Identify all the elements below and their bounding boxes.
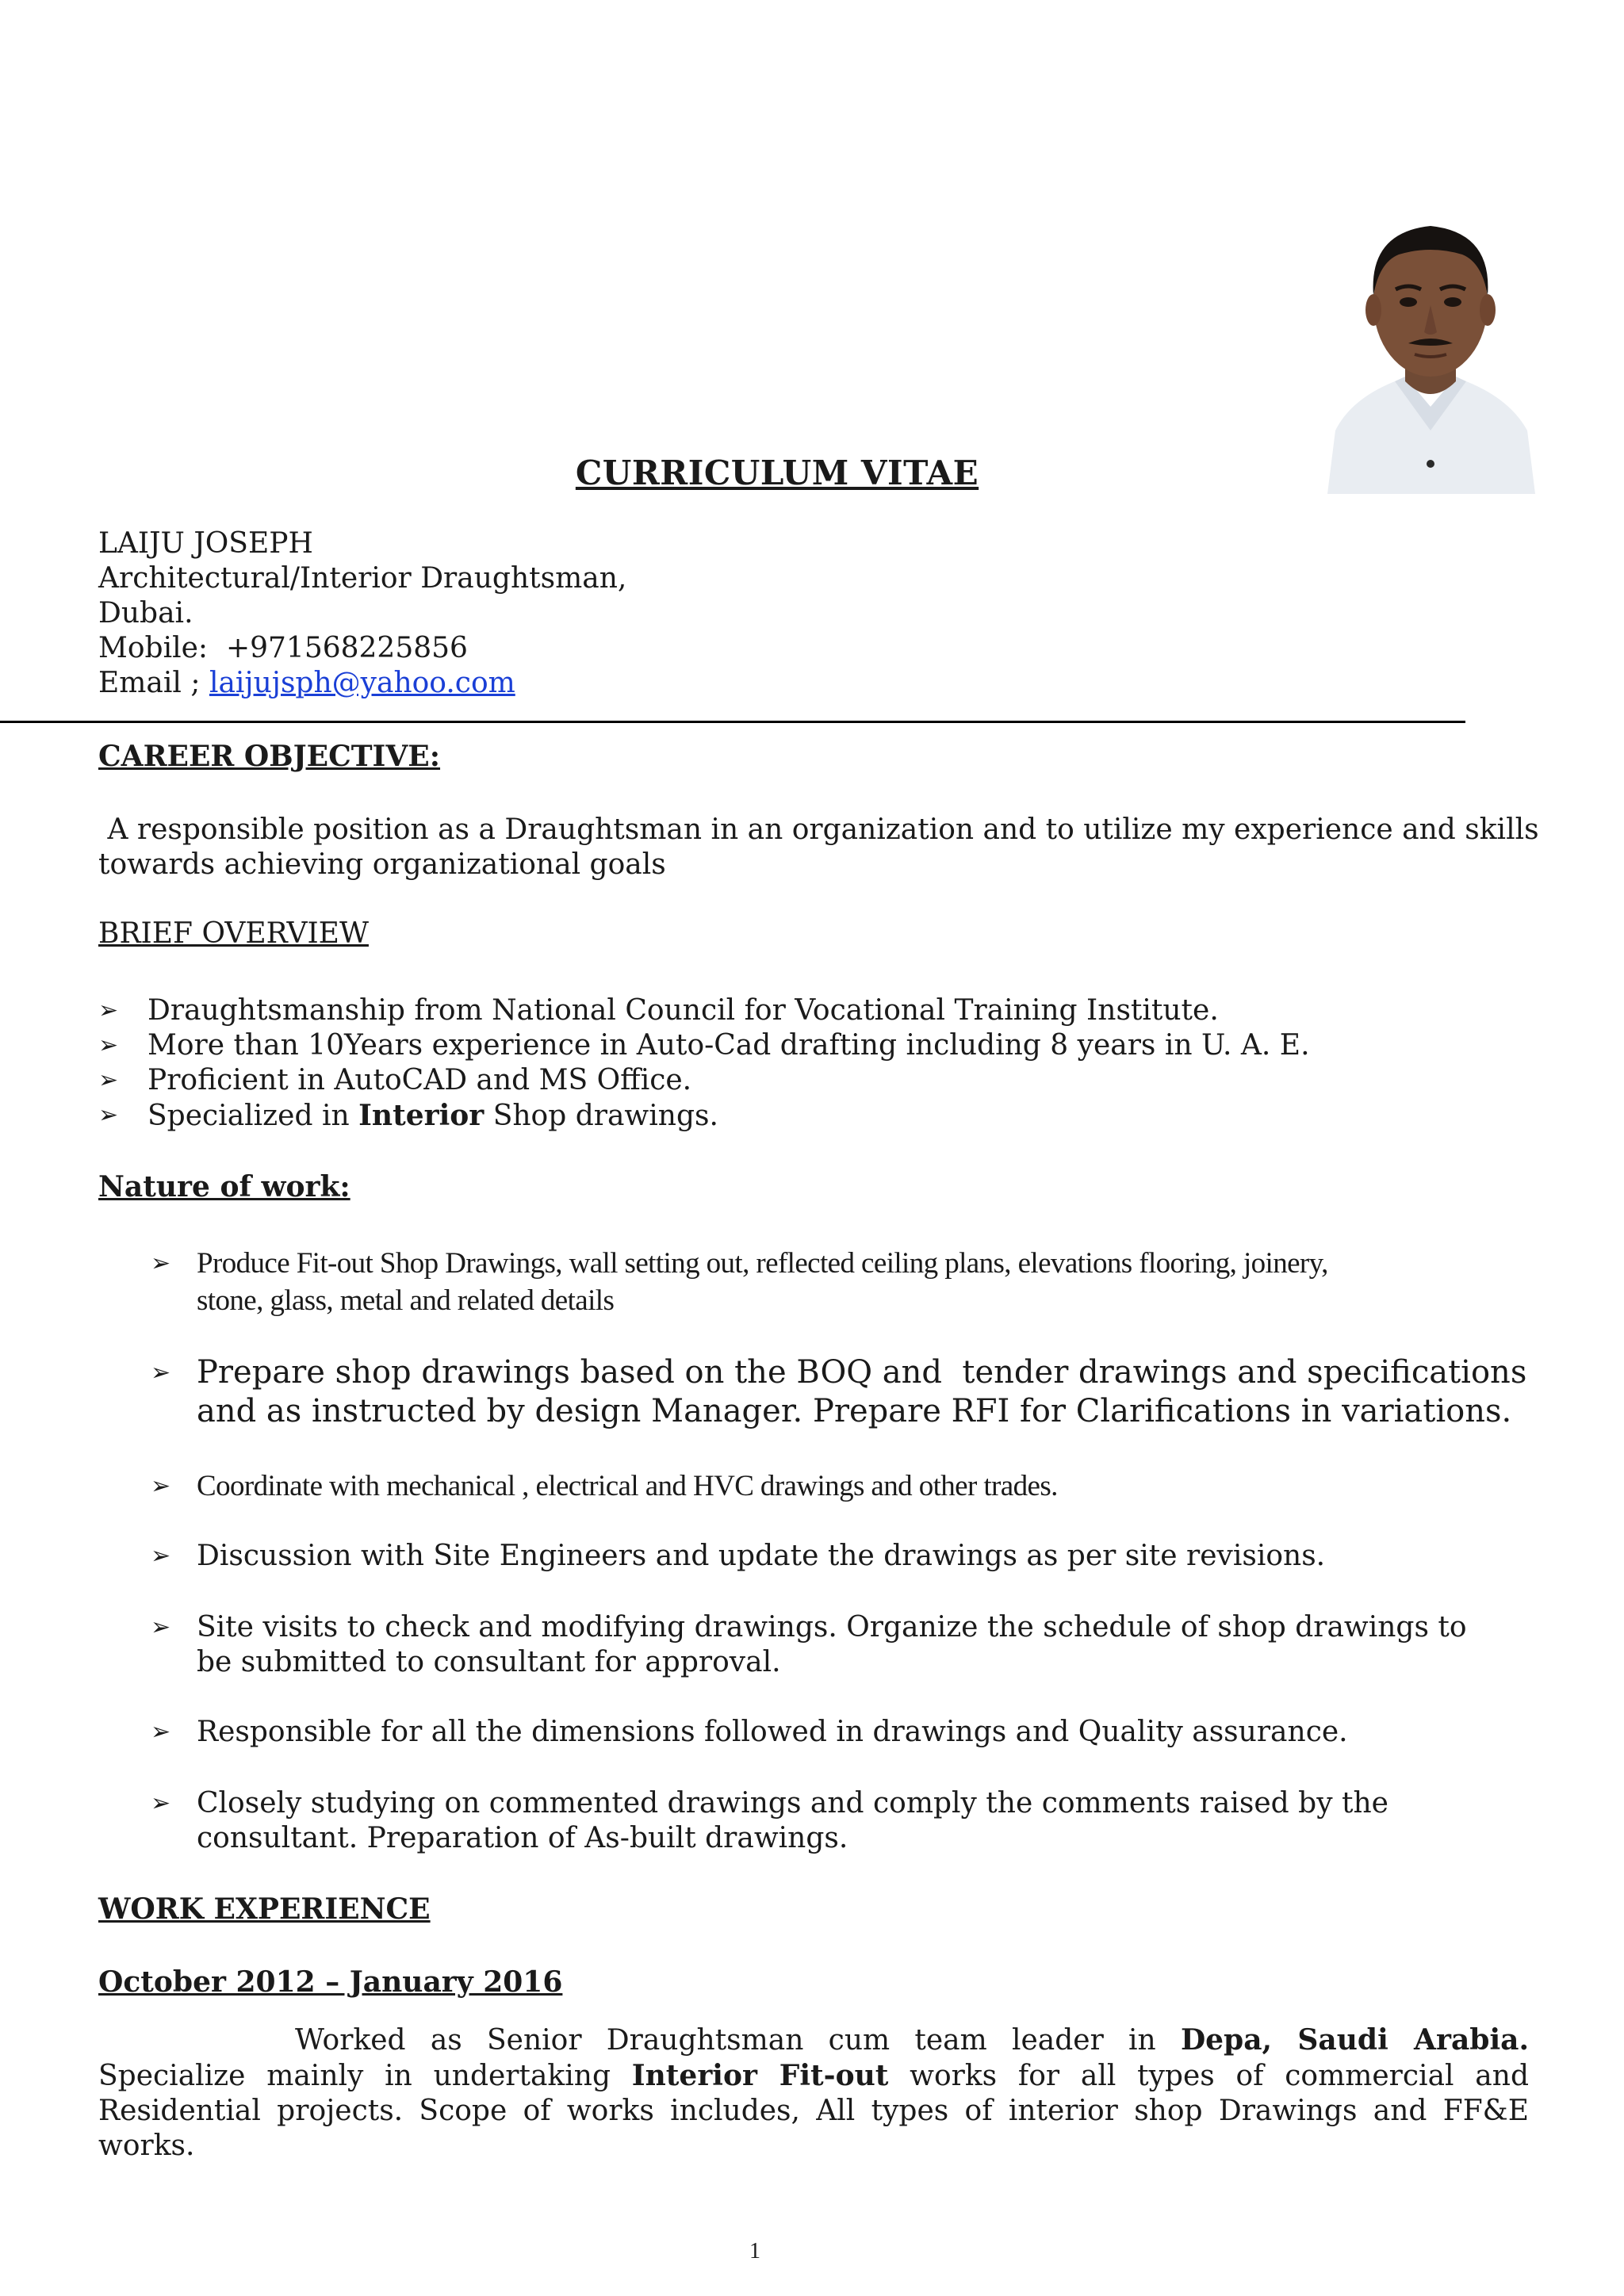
brief-overview-heading: BRIEF OVERVIEW <box>98 917 369 950</box>
list-item: ➢ Prepare shop drawings based on the BOQ and tender drawings and specifications and as instructed by design Manager. Prepare RFI for Clarifications in variations. <box>151 1354 1527 1429</box>
arrow-bullet-icon: ➢ <box>151 1249 170 1277</box>
work-line-3: Residential projects. Scope of works includes, All types of interior shop Drawings and FF&E <box>98 2095 1529 2127</box>
career-objective-heading: CAREER OBJECTIVE: <box>98 740 441 773</box>
list-item: ➢ Specialized in Interior Shop drawings. <box>98 1099 718 1132</box>
page-number: 1 <box>749 2239 760 2263</box>
arrow-bullet-icon: ➢ <box>151 1718 171 1746</box>
contact-block <box>98 526 626 701</box>
career-objective-line-1: A responsible position as a Draughtsman in an organization and to utilize my experience and skills <box>98 813 1539 846</box>
work-period: October 2012 – January 2016 <box>98 1965 563 1999</box>
horizontal-divider <box>0 721 1465 723</box>
mobile-number: +971568225856 <box>225 632 468 664</box>
list-item: ➢ Coordinate with mechanical , electrical and HVC drawings and other trades. <box>151 1468 1530 1505</box>
list-item: ➢ Discussion with Site Engineers and update the drawings as per site revisions. <box>151 1540 1326 1572</box>
arrow-bullet-icon: ➢ <box>151 1613 171 1641</box>
page-title: CURRICULUM VITAE <box>575 453 979 492</box>
list-item: ➢ More than 10Years experience in Auto-Cad drafting including 8 years in U. A. E. <box>98 1029 1310 1062</box>
mobile-line <box>98 631 626 666</box>
employer-name: Depa, Saudi Arabia. <box>1180 2023 1529 2057</box>
arrow-bullet-icon: ➢ <box>151 1542 171 1570</box>
work-line-2: Specialize mainly in undertaking Interior Fit-out works for all types of commercial and <box>98 2059 1529 2092</box>
email-link[interactable]: laijujsph@yahoo.com <box>209 667 515 699</box>
work-line-4: works. <box>98 2130 195 2162</box>
career-objective-line-2: towards achieving organizational goals <box>98 848 666 881</box>
work-line-1: Worked as Senior Draughtsman cum team leader in Depa, Saudi Arabia. <box>295 2023 1529 2057</box>
candidate-role: Architectural/Interior Draughtsman, <box>98 562 627 595</box>
arrow-bullet-icon: ➢ <box>151 1789 171 1817</box>
list-item: ➢ Draughtsmanship from National Council for Vocational Training Institute. <box>98 994 1219 1027</box>
mobile-label: Mobile: <box>98 632 209 664</box>
emphasis-fit-out: Interior Fit-out <box>631 2059 889 2092</box>
arrow-bullet-icon: ➢ <box>151 1359 171 1387</box>
arrow-bullet-icon: ➢ <box>98 1101 119 1129</box>
email-line <box>98 666 626 701</box>
arrow-bullet-icon: ➢ <box>151 1472 170 1500</box>
list-item: ➢ Proficient in AutoCAD and MS Office. <box>98 1064 692 1096</box>
arrow-bullet-icon: ➢ <box>98 1031 119 1059</box>
profile-photo <box>1320 169 1542 494</box>
list-item: ➢ Responsible for all the dimensions followed in drawings and Quality assurance. <box>151 1716 1348 1748</box>
emphasis-interior: Interior <box>358 1099 485 1132</box>
nature-of-work-heading: Nature of work: <box>98 1170 350 1203</box>
email-label: Email ; <box>98 667 201 699</box>
candidate-name: LAIJU JOSEPH <box>98 527 313 560</box>
work-experience-heading: WORK EXPERIENCE <box>98 1892 431 1926</box>
arrow-bullet-icon: ➢ <box>98 1066 119 1094</box>
list-item: ➢ Closely studying on commented drawings and comply the comments raised by the consultant. Preparation of As-built drawings. <box>151 1787 1388 1854</box>
list-item: ➢ Site visits to check and modifying drawings. Organize the schedule of shop drawings to be submitted to consultant for approval. <box>151 1611 1467 1678</box>
candidate-city: Dubai. <box>98 597 193 629</box>
arrow-bullet-icon: ➢ <box>98 997 119 1024</box>
brief-overview-list <box>98 993 1310 1134</box>
list-item: ➢ Produce Fit-out Shop Drawings, wall setting out, reflected ceiling plans, elevations flooring, joinery, stone, glass, metal and related details <box>151 1245 1530 1319</box>
work-description <box>98 2022 1529 2164</box>
